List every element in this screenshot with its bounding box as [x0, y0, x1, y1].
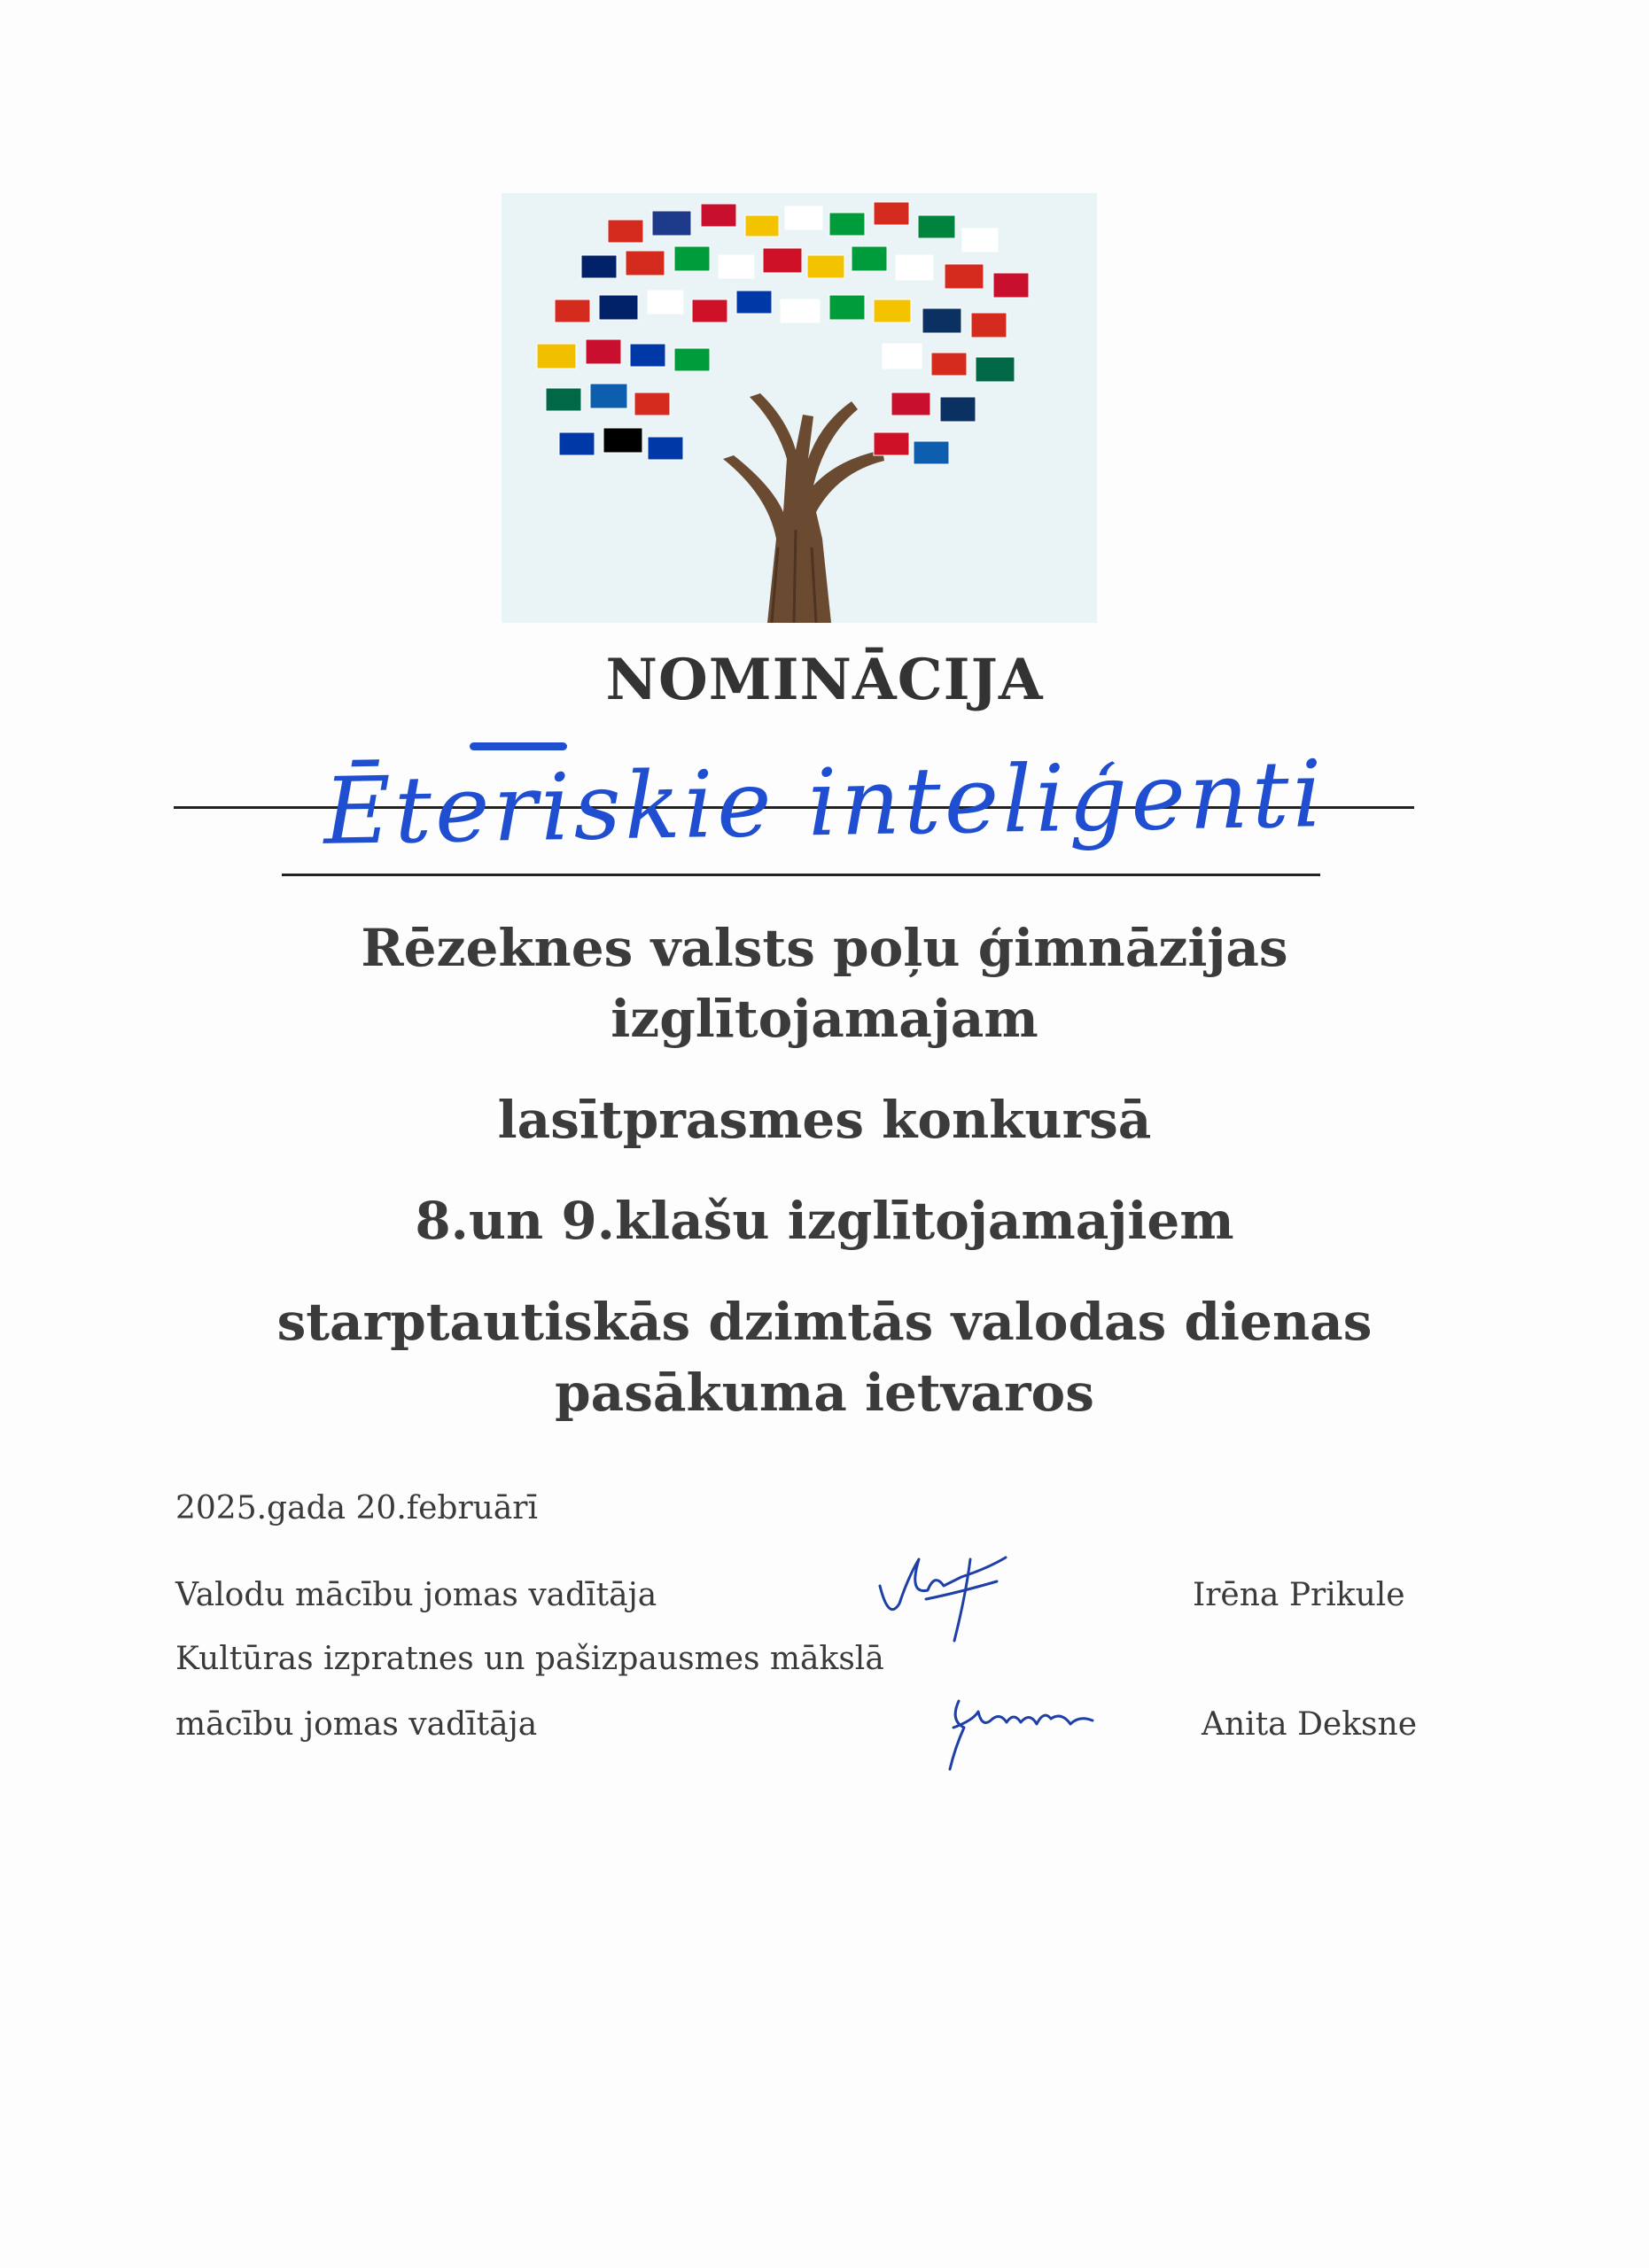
body-line-4: 8.un 9.klašu izglītojamajiem: [415, 1191, 1234, 1251]
name-2: Anita Deksne: [1202, 1706, 1418, 1743]
certificate-body: [0, 913, 1649, 1428]
nomination-line-bottom: [282, 874, 1320, 876]
role-2a: Kultūras izpratnes un pašizpausmes mākslā: [175, 1641, 884, 1677]
signature-1-icon: [873, 1542, 1023, 1648]
flag-tree-illustration: [502, 193, 1097, 623]
role-2b: mācību jomas vadītāja: [175, 1706, 538, 1743]
flag-tree-icon: [502, 193, 1097, 623]
body-line-1: Rēzeknes valsts poļu ģimnāzijas: [361, 918, 1288, 978]
body-line-5: starptautiskās dzimtās valodas dienas: [276, 1292, 1373, 1352]
page-title: NOMINĀCIJA: [605, 647, 1044, 713]
handwriting-macron: [470, 742, 567, 750]
nomination-handwritten: Ēteriskie inteliģenti: [323, 740, 1326, 866]
signature-2-icon: [937, 1685, 1115, 1774]
body-line-6: pasākuma ietvaros: [555, 1363, 1094, 1423]
body-line-3: lasītprasmes konkursā: [497, 1090, 1152, 1150]
name-1: Irēna Prikule: [1193, 1577, 1405, 1613]
role-1: Valodu mācību jomas vadītāja: [175, 1577, 657, 1613]
body-line-2: izglītojamajam: [611, 989, 1038, 1049]
date: 2025.gada 20.februārī: [175, 1490, 539, 1526]
